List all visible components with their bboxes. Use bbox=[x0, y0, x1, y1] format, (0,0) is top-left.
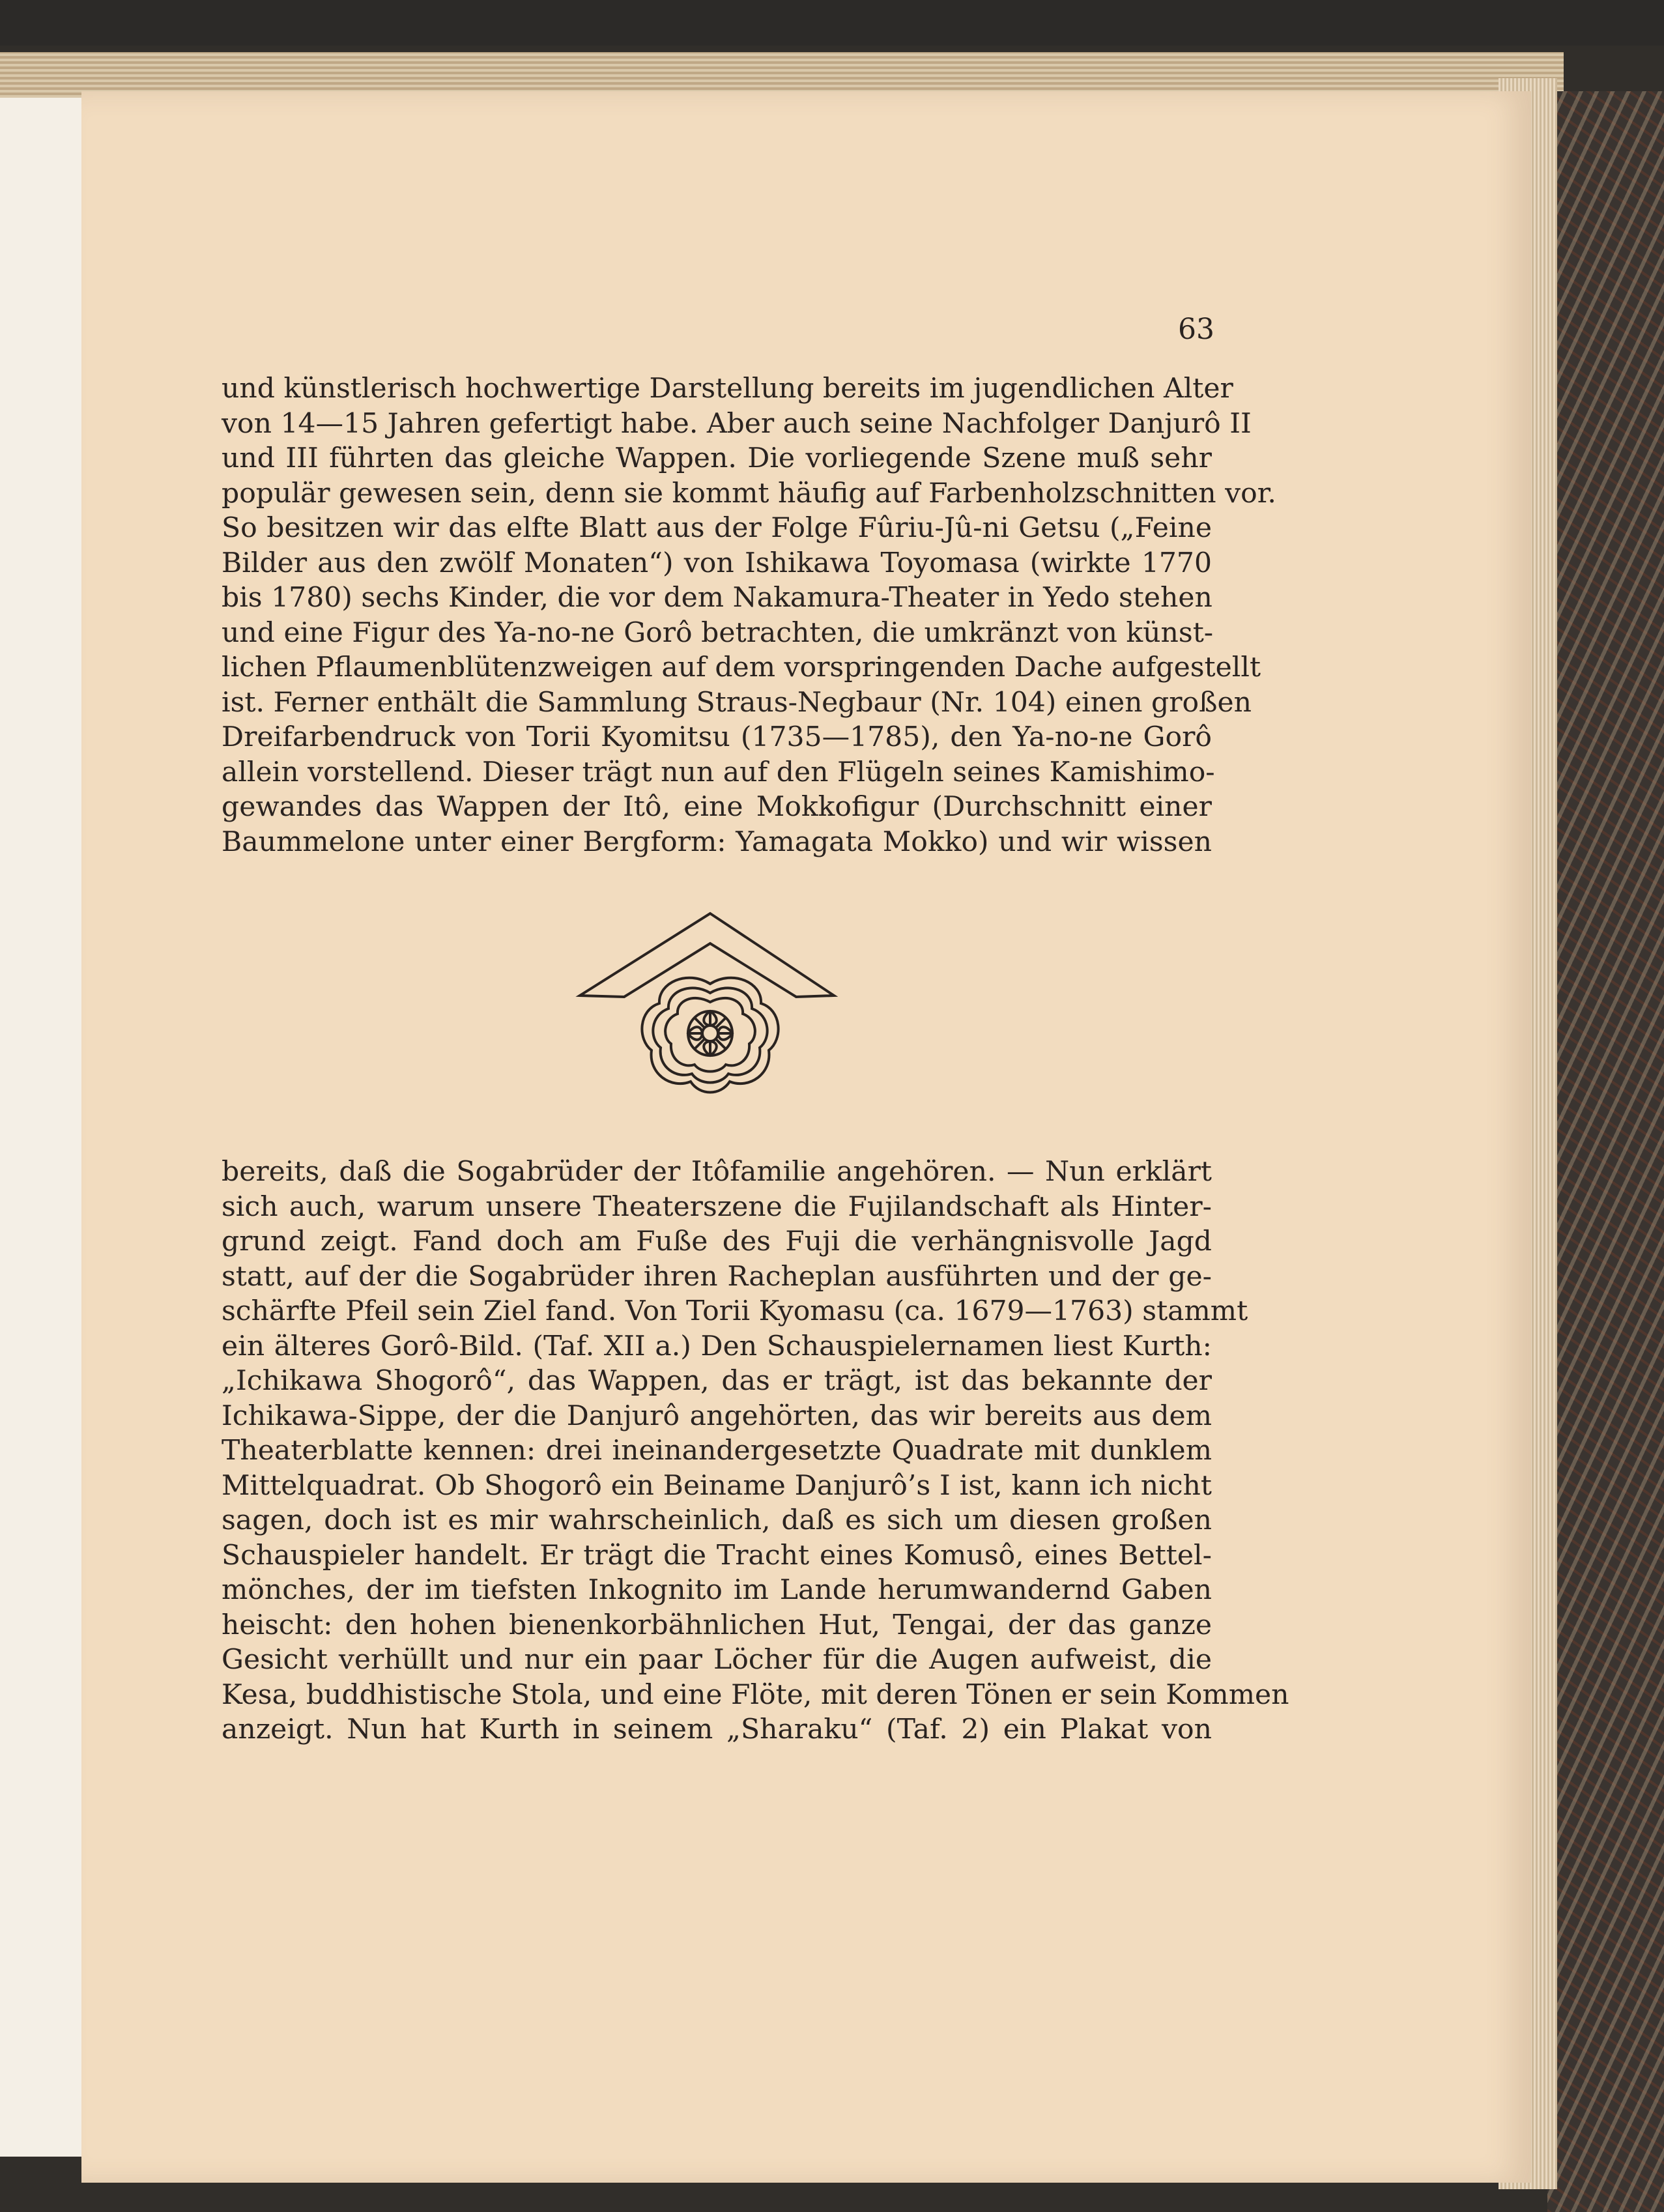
text-line: und künstlerisch hochwertige Darstellung bereits im jugendlichen Alter bbox=[222, 373, 1233, 405]
text-line: Dreifarbendruck von Torii Kyomitsu (1735—1785), den Ya-no-ne Gorô bbox=[222, 721, 1212, 753]
text-line: grund zeigt. Fand doch am Fuße des Fuji die verhängnisvolle Jagd bbox=[222, 1226, 1212, 1257]
text-line: sich auch, warum unsere Theaterszene die Fujilandschaft als Hinter- bbox=[222, 1190, 1212, 1223]
text-line: ein älteres Gorô-Bild. (Taf. XII a.) Den Schauspielernamen liest Kurth: bbox=[222, 1330, 1212, 1362]
text-line: schärfte Pfeil sein Ziel fand. Von Torii Kyomasu (ca. 1679—1763) stammt bbox=[222, 1295, 1248, 1327]
text-line: Bilder aus den zwölf Monaten“) von Ishikawa Toyomasa (wirkte 1770 bbox=[222, 547, 1212, 579]
paragraph-upper bbox=[222, 371, 1276, 859]
text-line: statt, auf der die Sogabrüder ihren Racheplan ausführten und der ge- bbox=[222, 1260, 1212, 1293]
text-line: und eine Figur des Ya-no-ne Gorô betrachten, die umkränzt von künst- bbox=[222, 616, 1214, 649]
text-line: „Ichikawa Shogorô“, das Wappen, das er trägt, ist das bekannte der bbox=[222, 1365, 1212, 1397]
text-line: mönches, der im tiefsten Inkognito im Lande herumwandernd Gaben bbox=[222, 1574, 1212, 1606]
text-line: lichen Pflaumenblütenzweigen auf dem vorspringenden Dache aufgestellt bbox=[222, 652, 1261, 683]
marbled-endpaper bbox=[1547, 91, 1664, 2212]
text-line: ist. Ferner enthält die Sammlung Straus-Negbaur (Nr. 104) einen großen bbox=[222, 686, 1252, 719]
text-line: So besitzen wir das elfte Blatt aus der Folge Fûriu-Jû-ni Getsu („Feine bbox=[222, 512, 1212, 544]
text-line: Gesicht verhüllt und nur ein paar Löcher für die Augen aufweist, die bbox=[222, 1644, 1212, 1676]
facing-page-edge bbox=[0, 98, 91, 2157]
mokko-crest-under-mountain-icon bbox=[573, 906, 847, 1101]
text-line: bereits, daß die Sogabrüder der Itôfamilie angehören. — Nun erklärt bbox=[222, 1156, 1212, 1188]
text-line: gewandes das Wappen der Itô, eine Mokkofigur (Durchschnitt einer bbox=[222, 791, 1212, 823]
text-line: Kesa, buddhistische Stola, und eine Flöte, mit deren Tönen er sein Kommen bbox=[222, 1678, 1289, 1711]
text-line: bis 1780) sechs Kinder, die vor dem Nakamura-Theater in Yedo stehen bbox=[222, 582, 1212, 614]
text-line: Baummelone unter einer Bergform: Yamagata Mokko) und wir wissen bbox=[222, 826, 1212, 858]
text-line: und III führten das gleiche Wappen. Die vorliegende Szene muß sehr bbox=[222, 442, 1212, 474]
text-line: von 14—15 Jahren gefertigt habe. Aber auch seine Nachfolger Danjurô II bbox=[222, 407, 1252, 440]
page-number: 63 bbox=[1178, 313, 1214, 346]
text-line: populär gewesen sein, denn sie kommt häufig auf Farbenholzschnitten vor. bbox=[222, 477, 1276, 510]
text-line: Schauspieler handelt. Er trägt die Tracht eines Komusô, eines Bettel- bbox=[222, 1539, 1212, 1572]
text-line: allein vorstellend. Dieser trägt nun auf den Flügeln seines Kamishimo- bbox=[222, 756, 1215, 788]
text-line: Theaterblatte kennen: drei ineinandergesetzte Quadrate mit dunklem bbox=[222, 1435, 1212, 1467]
paragraph-lower bbox=[222, 1155, 1289, 1747]
text-line: Ichikawa-Sippe, der die Danjurô angehörten, das wir bereits aus dem bbox=[222, 1400, 1212, 1432]
text-line: Mittelquadrat. Ob Shogorô ein Beiname Danjurô’s I ist, kann ich nicht bbox=[222, 1469, 1212, 1502]
text-line: anzeigt. Nun hat Kurth in seinem „Sharaku“ (Taf. 2) ein Plakat von bbox=[222, 1714, 1212, 1745]
text-line: sagen, doch ist es mir wahrscheinlich, daß es sich um diesen großen bbox=[222, 1504, 1212, 1536]
text-line: heischt: den hohen bienenkorbähnlichen Hut, Tengai, der das ganze bbox=[222, 1609, 1212, 1641]
